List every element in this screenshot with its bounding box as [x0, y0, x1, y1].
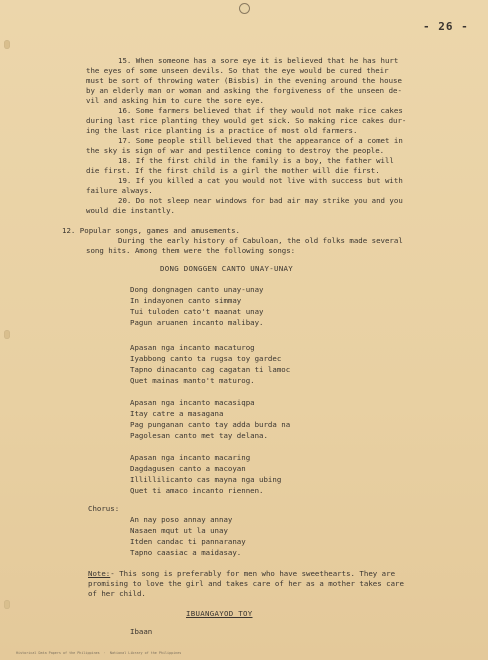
chorus-line: Itden candac ti pannaranay: [130, 537, 246, 546]
belief-text-line: the eyes of some unseen devils. So that the eye would be cured their: [86, 66, 389, 75]
chorus-line: Tapno caasiac a maidasay.: [130, 548, 242, 557]
binder-hole: [4, 330, 10, 339]
song-title: IBUANGAYOD TOY: [186, 609, 253, 618]
song-line: Pagolesan canto met tay delana.: [130, 431, 268, 440]
belief-text-line: die first. If the first child is a girl the mother will die first.: [86, 166, 380, 175]
belief-text-line: 18. If the first child in the family is a boy, the father will: [118, 156, 394, 165]
page-number: - 26 -: [423, 20, 469, 33]
song-line: Itay catre a masagana: [130, 409, 224, 418]
song-title: DONG DONGGEN CANTO UNAY-UNAY: [160, 264, 293, 273]
song-line: Quet mainas manto't maturog.: [130, 376, 255, 385]
belief-text-line: ing the last rice planting is a practice of most old farmers.: [86, 126, 358, 135]
song-line: Dong dongnagen canto unay-unay: [130, 285, 264, 294]
song-line: In indayonen canto simmay: [130, 296, 242, 305]
song-line: Pag punganan canto tay adda burda na: [130, 420, 291, 429]
belief-text-line: 17. Some people still believed that the appearance of a comet in: [118, 136, 403, 145]
archive-footer: Historical Data Papers of the Philippines · National Library of the Philippines: [16, 651, 182, 655]
song-line: Apasan nga incanto macaring: [130, 453, 251, 462]
staple-mark: [239, 3, 250, 14]
belief-text-line: 19. If you killed a cat you would not live with success but with: [118, 176, 403, 185]
section-intro-line: song hits. Among them were the following songs:: [86, 246, 296, 255]
song-line: Iyabbong canto ta rugsa toy gardec: [130, 354, 282, 363]
belief-text-line: 20. Do not sleep near windows for bad air may strike you and you: [118, 196, 403, 205]
song-line: Apasan nga incanto macasiqpa: [130, 398, 255, 407]
chorus-line: An nay poso annay annay: [130, 515, 233, 524]
belief-text-line: the sky is sign of war and pestilence coming to destroy the people.: [86, 146, 385, 155]
belief-text-line: by an elderly man or woman and asking the forgiveness of the unseen de-: [86, 86, 402, 95]
note-line: promising to love the girl and takes care of her as a mother takes care: [88, 579, 404, 588]
note-line: [88, 569, 395, 578]
section-intro-line: During the early history of Cabuloan, the old folks made several: [118, 236, 403, 245]
chorus-label: Chorus:: [88, 504, 120, 513]
binder-hole: [4, 40, 10, 49]
chorus-line: Nasaen mqut ut la unay: [130, 526, 228, 535]
song-line: Quet ti amaco incanto riennen.: [130, 486, 264, 495]
note-line: of her child.: [88, 589, 146, 598]
belief-text-line: vil and asking him to cure the sore eye.: [86, 96, 264, 105]
belief-text-line: would die instantly.: [86, 206, 175, 215]
song-line: Illillilicanto cas mayna nga ubing: [130, 475, 282, 484]
song-line: Tapno dinacanto cag cagatan ti lamoc: [130, 365, 291, 374]
section-heading: 12. Popular songs, games and amusements.: [62, 226, 240, 235]
song-line: Pagun aruanen incanto malibay.: [130, 318, 264, 327]
song-line: Dagdagusen canto a macoyan: [130, 464, 246, 473]
note-text: - This song is preferably for men who have sweethearts. They are: [110, 569, 396, 578]
belief-text-line: failure always.: [86, 186, 153, 195]
belief-text-line: 16. Some farmers believed that if they would not make rice cakes: [118, 106, 403, 115]
belief-text-line: must be sort of throwing water (Bisbis) in the evening around the house: [86, 76, 402, 85]
song-line: Apasan nga incanto macaturog: [130, 343, 255, 352]
song-line: Tui tuloden cato't maanat unay: [130, 307, 264, 316]
belief-text-line: 15. When someone has a sore eye it is believed that he has hurt: [118, 56, 399, 65]
note-label: Note:: [88, 569, 111, 578]
binder-hole: [4, 600, 10, 609]
belief-text-line: during last rice planting they would get sick. So making rice cakes dur-: [86, 116, 407, 125]
song-line: Ibaan: [130, 627, 153, 636]
